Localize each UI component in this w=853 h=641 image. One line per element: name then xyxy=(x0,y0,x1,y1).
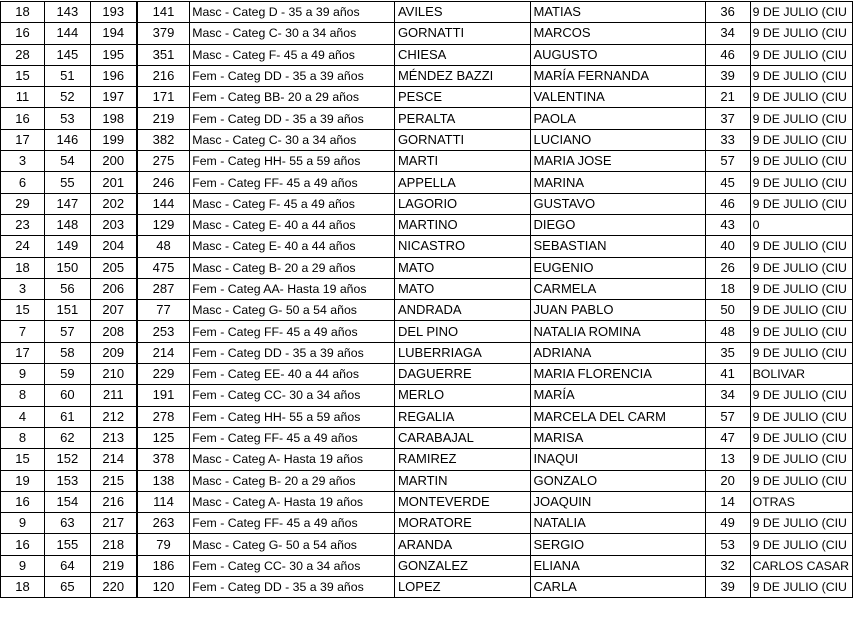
city-cell: 9 DE JULIO (CIU xyxy=(750,449,852,470)
surname-cell: ANDRADA xyxy=(394,300,530,321)
bib-cell: 219 xyxy=(137,108,190,129)
cat-pos-cell: 149 xyxy=(44,236,90,257)
order-cell: 215 xyxy=(90,470,137,491)
city-cell: 9 DE JULIO (CIU xyxy=(750,470,852,491)
bib-cell: 382 xyxy=(137,129,190,150)
bib-cell: 263 xyxy=(137,513,190,534)
city-cell: 9 DE JULIO (CIU xyxy=(750,87,852,108)
name-cell: CARMELA xyxy=(530,278,705,299)
cat-pos-cell: 65 xyxy=(44,577,90,598)
order-cell: 212 xyxy=(90,406,137,427)
pos-cell: 24 xyxy=(1,236,45,257)
surname-cell: MERLO xyxy=(394,385,530,406)
name-cell: GONZALO xyxy=(530,470,705,491)
name-cell: MARIA FLORENCIA xyxy=(530,364,705,385)
city-cell: 9 DE JULIO (CIU xyxy=(750,129,852,150)
age-cell: 37 xyxy=(705,108,750,129)
city-cell: 9 DE JULIO (CIU xyxy=(750,577,852,598)
category-cell: Masc - Categ A- Hasta 19 años xyxy=(190,491,395,512)
pos-cell: 11 xyxy=(1,87,45,108)
bib-cell: 77 xyxy=(137,300,190,321)
order-cell: 193 xyxy=(90,2,137,23)
city-cell: 9 DE JULIO (CIU xyxy=(750,257,852,278)
surname-cell: LUBERRIAGA xyxy=(394,342,530,363)
age-cell: 21 xyxy=(705,87,750,108)
category-cell: Fem - Categ HH- 55 a 59 años xyxy=(190,406,395,427)
name-cell: MARCOS xyxy=(530,23,705,44)
bib-cell: 191 xyxy=(137,385,190,406)
table-row xyxy=(1,406,853,427)
name-cell: PAOLA xyxy=(530,108,705,129)
table-row xyxy=(1,321,853,342)
pos-cell: 23 xyxy=(1,214,45,235)
category-cell: Fem - Categ EE- 40 a 44 años xyxy=(190,364,395,385)
bib-cell: 48 xyxy=(137,236,190,257)
category-cell: Fem - Categ DD - 35 a 39 años xyxy=(190,108,395,129)
table-row xyxy=(1,364,853,385)
category-cell: Masc - Categ E- 40 a 44 años xyxy=(190,214,395,235)
name-cell: SEBASTIAN xyxy=(530,236,705,257)
pos-cell: 16 xyxy=(1,108,45,129)
table-row xyxy=(1,151,853,172)
table-row xyxy=(1,65,853,86)
city-cell: 9 DE JULIO (CIU xyxy=(750,151,852,172)
cat-pos-cell: 55 xyxy=(44,172,90,193)
category-cell: Masc - Categ A- Hasta 19 años xyxy=(190,449,395,470)
cat-pos-cell: 148 xyxy=(44,214,90,235)
category-cell: Masc - Categ C- 30 a 34 años xyxy=(190,23,395,44)
table-row xyxy=(1,44,853,65)
cat-pos-cell: 146 xyxy=(44,129,90,150)
cat-pos-cell: 150 xyxy=(44,257,90,278)
name-cell: MARISA xyxy=(530,427,705,448)
table-row xyxy=(1,513,853,534)
table-row xyxy=(1,257,853,278)
category-cell: Fem - Categ CC- 30 a 34 años xyxy=(190,385,395,406)
table-row xyxy=(1,193,853,214)
pos-cell: 3 xyxy=(1,278,45,299)
cat-pos-cell: 57 xyxy=(44,321,90,342)
cat-pos-cell: 155 xyxy=(44,534,90,555)
table-row xyxy=(1,129,853,150)
order-cell: 218 xyxy=(90,534,137,555)
table-row xyxy=(1,491,853,512)
cat-pos-cell: 64 xyxy=(44,555,90,576)
name-cell: JOAQUIN xyxy=(530,491,705,512)
table-body xyxy=(1,2,853,598)
bib-cell: 229 xyxy=(137,364,190,385)
bib-cell: 79 xyxy=(137,534,190,555)
bib-cell: 378 xyxy=(137,449,190,470)
category-cell: Masc - Categ E- 40 a 44 años xyxy=(190,236,395,257)
category-cell: Masc - Categ B- 20 a 29 años xyxy=(190,470,395,491)
table-row xyxy=(1,2,853,23)
name-cell: DIEGO xyxy=(530,214,705,235)
city-cell: BOLIVAR xyxy=(750,364,852,385)
age-cell: 34 xyxy=(705,385,750,406)
city-cell: 9 DE JULIO (CIU xyxy=(750,172,852,193)
city-cell: 9 DE JULIO (CIU xyxy=(750,385,852,406)
age-cell: 41 xyxy=(705,364,750,385)
name-cell: SERGIO xyxy=(530,534,705,555)
category-cell: Fem - Categ CC- 30 a 34 años xyxy=(190,555,395,576)
cat-pos-cell: 54 xyxy=(44,151,90,172)
pos-cell: 29 xyxy=(1,193,45,214)
category-cell: Fem - Categ BB- 20 a 29 años xyxy=(190,87,395,108)
order-cell: 211 xyxy=(90,385,137,406)
order-cell: 198 xyxy=(90,108,137,129)
name-cell: EUGENIO xyxy=(530,257,705,278)
name-cell: MARIA JOSE xyxy=(530,151,705,172)
pos-cell: 18 xyxy=(1,577,45,598)
pos-cell: 6 xyxy=(1,172,45,193)
surname-cell: PESCE xyxy=(394,87,530,108)
cat-pos-cell: 56 xyxy=(44,278,90,299)
age-cell: 57 xyxy=(705,151,750,172)
table-row xyxy=(1,87,853,108)
pos-cell: 3 xyxy=(1,151,45,172)
table-row xyxy=(1,427,853,448)
city-cell: 9 DE JULIO (CIU xyxy=(750,300,852,321)
pos-cell: 15 xyxy=(1,65,45,86)
city-cell: 9 DE JULIO (CIU xyxy=(750,2,852,23)
order-cell: 205 xyxy=(90,257,137,278)
category-cell: Fem - Categ DD - 35 a 39 años xyxy=(190,577,395,598)
order-cell: 209 xyxy=(90,342,137,363)
order-cell: 207 xyxy=(90,300,137,321)
name-cell: MARÍA FERNANDA xyxy=(530,65,705,86)
category-cell: Masc - Categ F- 45 a 49 años xyxy=(190,193,395,214)
surname-cell: ARANDA xyxy=(394,534,530,555)
age-cell: 45 xyxy=(705,172,750,193)
cat-pos-cell: 53 xyxy=(44,108,90,129)
bib-cell: 186 xyxy=(137,555,190,576)
category-cell: Fem - Categ FF- 45 a 49 años xyxy=(190,172,395,193)
city-cell: 9 DE JULIO (CIU xyxy=(750,236,852,257)
name-cell: GUSTAVO xyxy=(530,193,705,214)
pos-cell: 8 xyxy=(1,385,45,406)
bib-cell: 216 xyxy=(137,65,190,86)
name-cell: LUCIANO xyxy=(530,129,705,150)
age-cell: 50 xyxy=(705,300,750,321)
city-cell: 9 DE JULIO (CIU xyxy=(750,23,852,44)
surname-cell: MORATORE xyxy=(394,513,530,534)
table-row xyxy=(1,172,853,193)
table-row xyxy=(1,23,853,44)
table-row xyxy=(1,577,853,598)
age-cell: 43 xyxy=(705,214,750,235)
age-cell: 47 xyxy=(705,427,750,448)
cat-pos-cell: 61 xyxy=(44,406,90,427)
order-cell: 206 xyxy=(90,278,137,299)
category-cell: Fem - Categ FF- 45 a 49 años xyxy=(190,427,395,448)
order-cell: 199 xyxy=(90,129,137,150)
city-cell: 9 DE JULIO (CIU xyxy=(750,108,852,129)
name-cell: MATIAS xyxy=(530,2,705,23)
surname-cell: MARTI xyxy=(394,151,530,172)
pos-cell: 9 xyxy=(1,364,45,385)
order-cell: 200 xyxy=(90,151,137,172)
cat-pos-cell: 59 xyxy=(44,364,90,385)
surname-cell: GORNATTI xyxy=(394,129,530,150)
table-row xyxy=(1,108,853,129)
category-cell: Fem - Categ HH- 55 a 59 años xyxy=(190,151,395,172)
category-cell: Masc - Categ C- 30 a 34 años xyxy=(190,129,395,150)
age-cell: 46 xyxy=(705,193,750,214)
cat-pos-cell: 145 xyxy=(44,44,90,65)
order-cell: 220 xyxy=(90,577,137,598)
cat-pos-cell: 58 xyxy=(44,342,90,363)
bib-cell: 246 xyxy=(137,172,190,193)
category-cell: Masc - Categ D - 35 a 39 años xyxy=(190,2,395,23)
cat-pos-cell: 153 xyxy=(44,470,90,491)
age-cell: 53 xyxy=(705,534,750,555)
table-row xyxy=(1,236,853,257)
order-cell: 196 xyxy=(90,65,137,86)
age-cell: 26 xyxy=(705,257,750,278)
cat-pos-cell: 152 xyxy=(44,449,90,470)
surname-cell: LOPEZ xyxy=(394,577,530,598)
bib-cell: 214 xyxy=(137,342,190,363)
surname-cell: CARABAJAL xyxy=(394,427,530,448)
surname-cell: MATO xyxy=(394,257,530,278)
order-cell: 204 xyxy=(90,236,137,257)
order-cell: 203 xyxy=(90,214,137,235)
name-cell: MARINA xyxy=(530,172,705,193)
surname-cell: APPELLA xyxy=(394,172,530,193)
surname-cell: AVILES xyxy=(394,2,530,23)
bib-cell: 144 xyxy=(137,193,190,214)
bib-cell: 379 xyxy=(137,23,190,44)
order-cell: 195 xyxy=(90,44,137,65)
pos-cell: 4 xyxy=(1,406,45,427)
city-cell: 9 DE JULIO (CIU xyxy=(750,406,852,427)
results-table xyxy=(0,1,853,598)
order-cell: 214 xyxy=(90,449,137,470)
city-cell: 9 DE JULIO (CIU xyxy=(750,65,852,86)
pos-cell: 17 xyxy=(1,342,45,363)
table-row xyxy=(1,342,853,363)
order-cell: 201 xyxy=(90,172,137,193)
name-cell: MARCELA DEL CARM xyxy=(530,406,705,427)
name-cell: CARLA xyxy=(530,577,705,598)
bib-cell: 129 xyxy=(137,214,190,235)
category-cell: Masc - Categ F- 45 a 49 años xyxy=(190,44,395,65)
order-cell: 208 xyxy=(90,321,137,342)
bib-cell: 171 xyxy=(137,87,190,108)
pos-cell: 17 xyxy=(1,129,45,150)
name-cell: ELIANA xyxy=(530,555,705,576)
age-cell: 40 xyxy=(705,236,750,257)
pos-cell: 19 xyxy=(1,470,45,491)
surname-cell: MONTEVERDE xyxy=(394,491,530,512)
pos-cell: 18 xyxy=(1,2,45,23)
category-cell: Fem - Categ FF- 45 a 49 años xyxy=(190,513,395,534)
age-cell: 32 xyxy=(705,555,750,576)
surname-cell: PERALTA xyxy=(394,108,530,129)
category-cell: Masc - Categ G- 50 a 54 años xyxy=(190,300,395,321)
pos-cell: 15 xyxy=(1,449,45,470)
cat-pos-cell: 63 xyxy=(44,513,90,534)
surname-cell: DAGUERRE xyxy=(394,364,530,385)
age-cell: 57 xyxy=(705,406,750,427)
cat-pos-cell: 144 xyxy=(44,23,90,44)
bib-cell: 351 xyxy=(137,44,190,65)
age-cell: 46 xyxy=(705,44,750,65)
age-cell: 35 xyxy=(705,342,750,363)
bib-cell: 120 xyxy=(137,577,190,598)
order-cell: 210 xyxy=(90,364,137,385)
surname-cell: MARTIN xyxy=(394,470,530,491)
age-cell: 14 xyxy=(705,491,750,512)
table-row xyxy=(1,278,853,299)
pos-cell: 18 xyxy=(1,257,45,278)
pos-cell: 15 xyxy=(1,300,45,321)
bib-cell: 138 xyxy=(137,470,190,491)
age-cell: 13 xyxy=(705,449,750,470)
name-cell: VALENTINA xyxy=(530,87,705,108)
city-cell: 9 DE JULIO (CIU xyxy=(750,321,852,342)
surname-cell: REGALIA xyxy=(394,406,530,427)
cat-pos-cell: 60 xyxy=(44,385,90,406)
name-cell: NATALIA ROMINA xyxy=(530,321,705,342)
surname-cell: GORNATTI xyxy=(394,23,530,44)
bib-cell: 278 xyxy=(137,406,190,427)
age-cell: 33 xyxy=(705,129,750,150)
order-cell: 216 xyxy=(90,491,137,512)
category-cell: Fem - Categ DD - 35 a 39 años xyxy=(190,65,395,86)
bib-cell: 253 xyxy=(137,321,190,342)
city-cell: 9 DE JULIO (CIU xyxy=(750,193,852,214)
age-cell: 39 xyxy=(705,65,750,86)
age-cell: 39 xyxy=(705,577,750,598)
surname-cell: CHIESA xyxy=(394,44,530,65)
age-cell: 18 xyxy=(705,278,750,299)
cat-pos-cell: 51 xyxy=(44,65,90,86)
category-cell: Fem - Categ FF- 45 a 49 años xyxy=(190,321,395,342)
surname-cell: MARTINO xyxy=(394,214,530,235)
bib-cell: 275 xyxy=(137,151,190,172)
city-cell: 9 DE JULIO (CIU xyxy=(750,44,852,65)
name-cell: NATALIA xyxy=(530,513,705,534)
age-cell: 49 xyxy=(705,513,750,534)
name-cell: ADRIANA xyxy=(530,342,705,363)
table-row xyxy=(1,300,853,321)
city-cell: 9 DE JULIO (CIU xyxy=(750,513,852,534)
city-cell: 9 DE JULIO (CIU xyxy=(750,534,852,555)
surname-cell: DEL PINO xyxy=(394,321,530,342)
age-cell: 20 xyxy=(705,470,750,491)
pos-cell: 28 xyxy=(1,44,45,65)
surname-cell: NICASTRO xyxy=(394,236,530,257)
surname-cell: LAGORIO xyxy=(394,193,530,214)
cat-pos-cell: 52 xyxy=(44,87,90,108)
surname-cell: RAMIREZ xyxy=(394,449,530,470)
city-cell: 9 DE JULIO (CIU xyxy=(750,342,852,363)
surname-cell: GONZALEZ xyxy=(394,555,530,576)
name-cell: JUAN PABLO xyxy=(530,300,705,321)
table-row xyxy=(1,555,853,576)
bib-cell: 475 xyxy=(137,257,190,278)
category-cell: Fem - Categ DD - 35 a 39 años xyxy=(190,342,395,363)
cat-pos-cell: 154 xyxy=(44,491,90,512)
city-cell: CARLOS CASAR xyxy=(750,555,852,576)
bib-cell: 141 xyxy=(137,2,190,23)
category-cell: Masc - Categ B- 20 a 29 años xyxy=(190,257,395,278)
cat-pos-cell: 151 xyxy=(44,300,90,321)
age-cell: 48 xyxy=(705,321,750,342)
bib-cell: 125 xyxy=(137,427,190,448)
name-cell: MARÍA xyxy=(530,385,705,406)
table-row xyxy=(1,449,853,470)
order-cell: 197 xyxy=(90,87,137,108)
order-cell: 194 xyxy=(90,23,137,44)
category-cell: Fem - Categ AA- Hasta 19 años xyxy=(190,278,395,299)
city-cell: 0 xyxy=(750,214,852,235)
name-cell: INAQUI xyxy=(530,449,705,470)
bib-cell: 287 xyxy=(137,278,190,299)
age-cell: 34 xyxy=(705,23,750,44)
table-row xyxy=(1,385,853,406)
order-cell: 217 xyxy=(90,513,137,534)
category-cell: Masc - Categ G- 50 a 54 años xyxy=(190,534,395,555)
table-row xyxy=(1,534,853,555)
city-cell: 9 DE JULIO (CIU xyxy=(750,427,852,448)
pos-cell: 16 xyxy=(1,23,45,44)
table-row xyxy=(1,214,853,235)
pos-cell: 16 xyxy=(1,534,45,555)
age-cell: 36 xyxy=(705,2,750,23)
cat-pos-cell: 147 xyxy=(44,193,90,214)
surname-cell: MÉNDEZ BAZZI xyxy=(394,65,530,86)
city-cell: OTRAS xyxy=(750,491,852,512)
order-cell: 202 xyxy=(90,193,137,214)
cat-pos-cell: 62 xyxy=(44,427,90,448)
cat-pos-cell: 143 xyxy=(44,2,90,23)
surname-cell: MATO xyxy=(394,278,530,299)
pos-cell: 8 xyxy=(1,427,45,448)
pos-cell: 7 xyxy=(1,321,45,342)
name-cell: AUGUSTO xyxy=(530,44,705,65)
order-cell: 219 xyxy=(90,555,137,576)
table-row xyxy=(1,470,853,491)
pos-cell: 9 xyxy=(1,513,45,534)
order-cell: 213 xyxy=(90,427,137,448)
bib-cell: 114 xyxy=(137,491,190,512)
pos-cell: 16 xyxy=(1,491,45,512)
city-cell: 9 DE JULIO (CIU xyxy=(750,278,852,299)
pos-cell: 9 xyxy=(1,555,45,576)
